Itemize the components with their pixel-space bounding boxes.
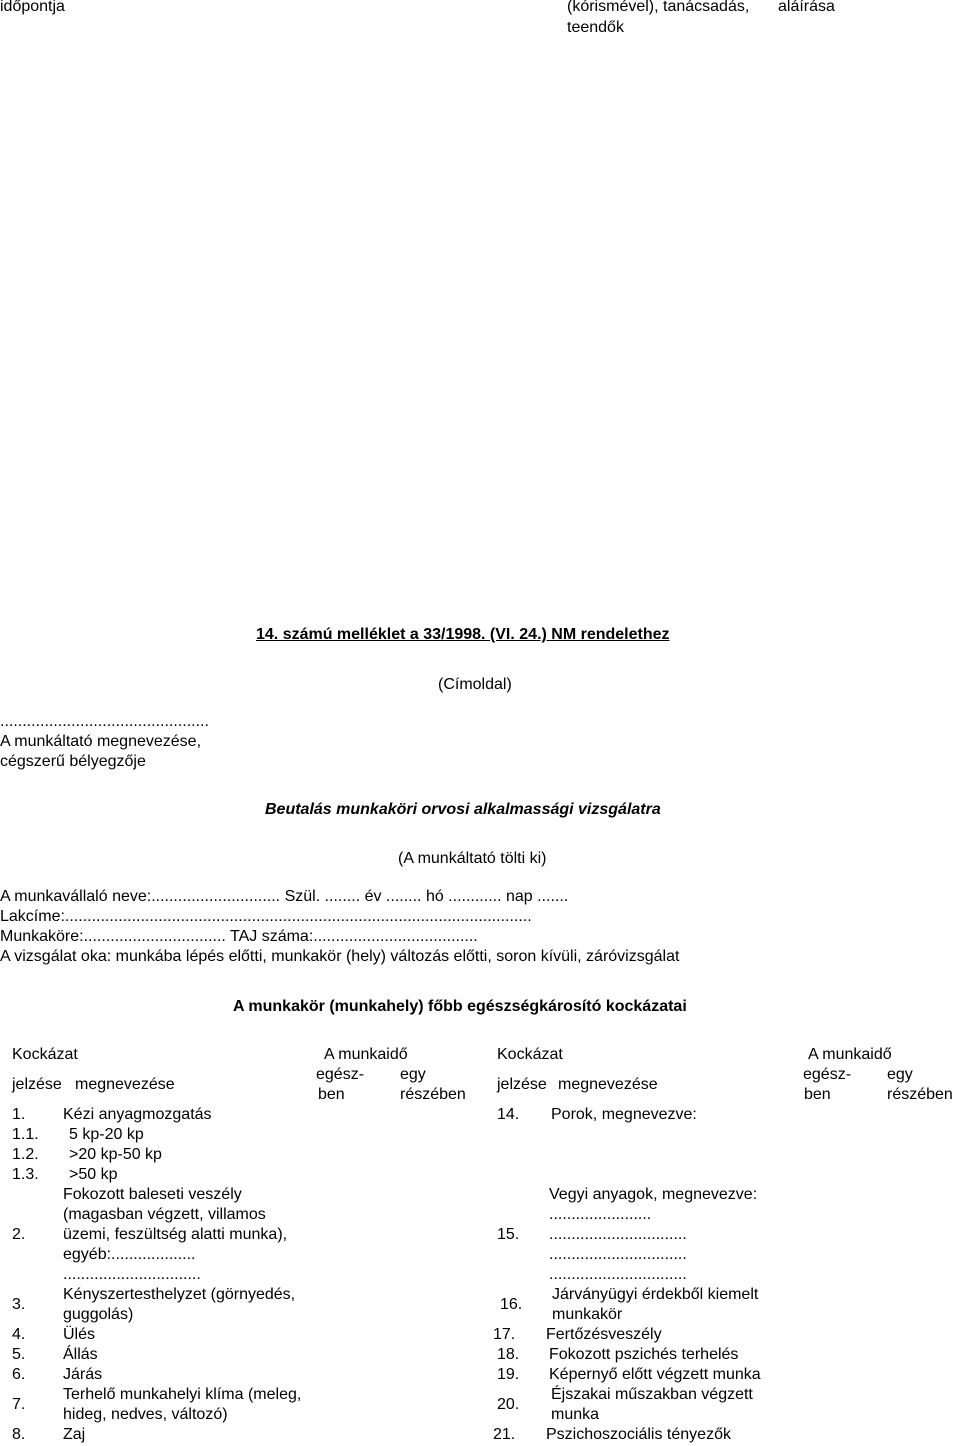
risk-number: 6. bbox=[12, 1366, 26, 1383]
risk-number: 1.1. bbox=[12, 1126, 39, 1143]
risk-item: ............................... bbox=[549, 1226, 687, 1243]
risk-item: Vegyi anyagok, megnevezve: bbox=[549, 1186, 758, 1203]
col-kockazat-left: Kockázat bbox=[12, 1046, 78, 1063]
risk-item: (magasban végzett, villamos bbox=[63, 1206, 266, 1223]
risk-number: 15. bbox=[497, 1226, 520, 1243]
col-munkaido-left: A munkaidő bbox=[324, 1046, 408, 1063]
time-label: időpontja bbox=[0, 0, 65, 15]
diagnosis-label: (kórismével), tanácsadás, bbox=[567, 0, 750, 15]
risk-item: >50 kp bbox=[69, 1166, 118, 1183]
risk-item: Porok, megnevezve: bbox=[551, 1106, 697, 1123]
col-reszeben-right: részében bbox=[887, 1086, 953, 1103]
risk-number: 14. bbox=[497, 1106, 520, 1123]
form-note: (A munkáltató tölti ki) bbox=[398, 850, 547, 867]
risk-item: Képernyő előtt végzett munka bbox=[549, 1366, 761, 1383]
risk-number: 2. bbox=[12, 1226, 26, 1243]
employee-name-line: A munkavállaló neve:............................. Szül. ........ év ........ hó ............ nap ....... bbox=[0, 888, 569, 905]
col-ben-left: ben bbox=[318, 1086, 345, 1103]
risk-item: egyéb:................... bbox=[63, 1246, 196, 1263]
risk-item: Ülés bbox=[63, 1326, 96, 1343]
signature-label: aláírása bbox=[778, 0, 835, 15]
col-munkaido-right: A munkaidő bbox=[808, 1046, 892, 1063]
risk-item: munkakör bbox=[552, 1306, 623, 1323]
risk-item: 5 kp-20 kp bbox=[69, 1126, 144, 1143]
col-kockazat-right: Kockázat bbox=[497, 1046, 563, 1063]
risk-item: ............................... bbox=[549, 1246, 687, 1263]
employer-stamp-label: cégszerű bélyegzője bbox=[0, 753, 146, 770]
risk-item: Terhelő munkahelyi klíma (meleg, bbox=[63, 1386, 302, 1403]
tasks-label: teendők bbox=[567, 19, 624, 36]
col-egesze-right: egész- bbox=[803, 1066, 852, 1083]
risk-number: 3. bbox=[12, 1296, 26, 1313]
employer-name-label: A munkáltató megnevezése, bbox=[0, 733, 202, 750]
annex-title: 14. számú melléklet a 33/1998. (VI. 24.) NM rendelethez bbox=[256, 626, 670, 643]
form-title: Beutalás munkaköri orvosi alkalmassági vizsgálatra bbox=[265, 801, 661, 818]
risk-item: Kézi anyagmozgatás bbox=[63, 1106, 212, 1123]
col-ben-right: ben bbox=[804, 1086, 831, 1103]
risk-number: 5. bbox=[12, 1346, 26, 1363]
risk-number: 16. bbox=[500, 1296, 523, 1313]
risk-item: Állás bbox=[63, 1346, 98, 1363]
risk-number: 7. bbox=[12, 1396, 26, 1413]
col-megnevezese-left: megnevezése bbox=[75, 1076, 175, 1093]
risk-item: munka bbox=[551, 1406, 600, 1423]
annex-subtitle: (Címoldal) bbox=[438, 676, 512, 693]
col-jelzese-right: jelzése bbox=[497, 1076, 547, 1093]
risk-item: Zaj bbox=[63, 1426, 86, 1443]
risk-item: ............................... bbox=[63, 1266, 201, 1283]
risk-number: 18. bbox=[497, 1346, 520, 1363]
risk-number: 17. bbox=[493, 1326, 516, 1343]
col-egy-right: egy bbox=[887, 1066, 913, 1083]
risk-item: guggolás) bbox=[63, 1306, 134, 1323]
risk-item: Járás bbox=[63, 1366, 103, 1383]
job-taj-line: Munkaköre:................................ TAJ száma:..................................... bbox=[0, 928, 478, 945]
risk-number: 21. bbox=[493, 1426, 516, 1443]
exam-reason-line: A vizsgálat oka: munkába lépés előtti, munkakör (hely) változás előtti, soron kívüli, záróvizsgálat bbox=[0, 948, 680, 965]
col-reszeben-left: részében bbox=[400, 1086, 466, 1103]
address-line: Lakcíme:......................................................................................................... bbox=[0, 908, 532, 925]
risk-item: >20 kp-50 kp bbox=[69, 1146, 162, 1163]
risk-item: Pszichoszociális tényezők bbox=[546, 1426, 731, 1443]
risk-item: üzemi, feszültség alatti munka), bbox=[63, 1226, 288, 1243]
risk-item: Éjszakai műszakban végzett bbox=[551, 1386, 753, 1403]
col-megnevezese-right: megnevezése bbox=[558, 1076, 658, 1093]
risks-heading: A munkakör (munkahely) főbb egészségkárosító kockázatai bbox=[233, 998, 687, 1015]
risk-number: 4. bbox=[12, 1326, 26, 1343]
risk-item: Fokozott baleseti veszély bbox=[63, 1186, 242, 1203]
risk-item: ............................... bbox=[549, 1266, 687, 1283]
risk-item: Fertőzésveszély bbox=[546, 1326, 662, 1343]
risk-number: 19. bbox=[497, 1366, 520, 1383]
employer-dots: ............................................... bbox=[0, 713, 209, 730]
risk-item: Járványügyi érdekből kiemelt bbox=[552, 1286, 759, 1303]
col-jelzese-left: jelzése bbox=[12, 1076, 62, 1093]
risk-item: ....................... bbox=[549, 1206, 652, 1223]
risk-item: Fokozott pszichés terhelés bbox=[549, 1346, 739, 1363]
risk-item: hideg, nedves, változó) bbox=[63, 1406, 228, 1423]
risk-number: 1.2. bbox=[12, 1146, 39, 1163]
risk-number: 20. bbox=[497, 1396, 520, 1413]
col-egy-left: egy bbox=[400, 1066, 426, 1083]
risk-number: 1.3. bbox=[12, 1166, 39, 1183]
risk-number: 8. bbox=[12, 1426, 26, 1443]
risk-item: Kényszertesthelyzet (görnyedés, bbox=[63, 1286, 296, 1303]
risk-number: 1. bbox=[12, 1106, 26, 1123]
col-egesze-left: egész- bbox=[316, 1066, 365, 1083]
